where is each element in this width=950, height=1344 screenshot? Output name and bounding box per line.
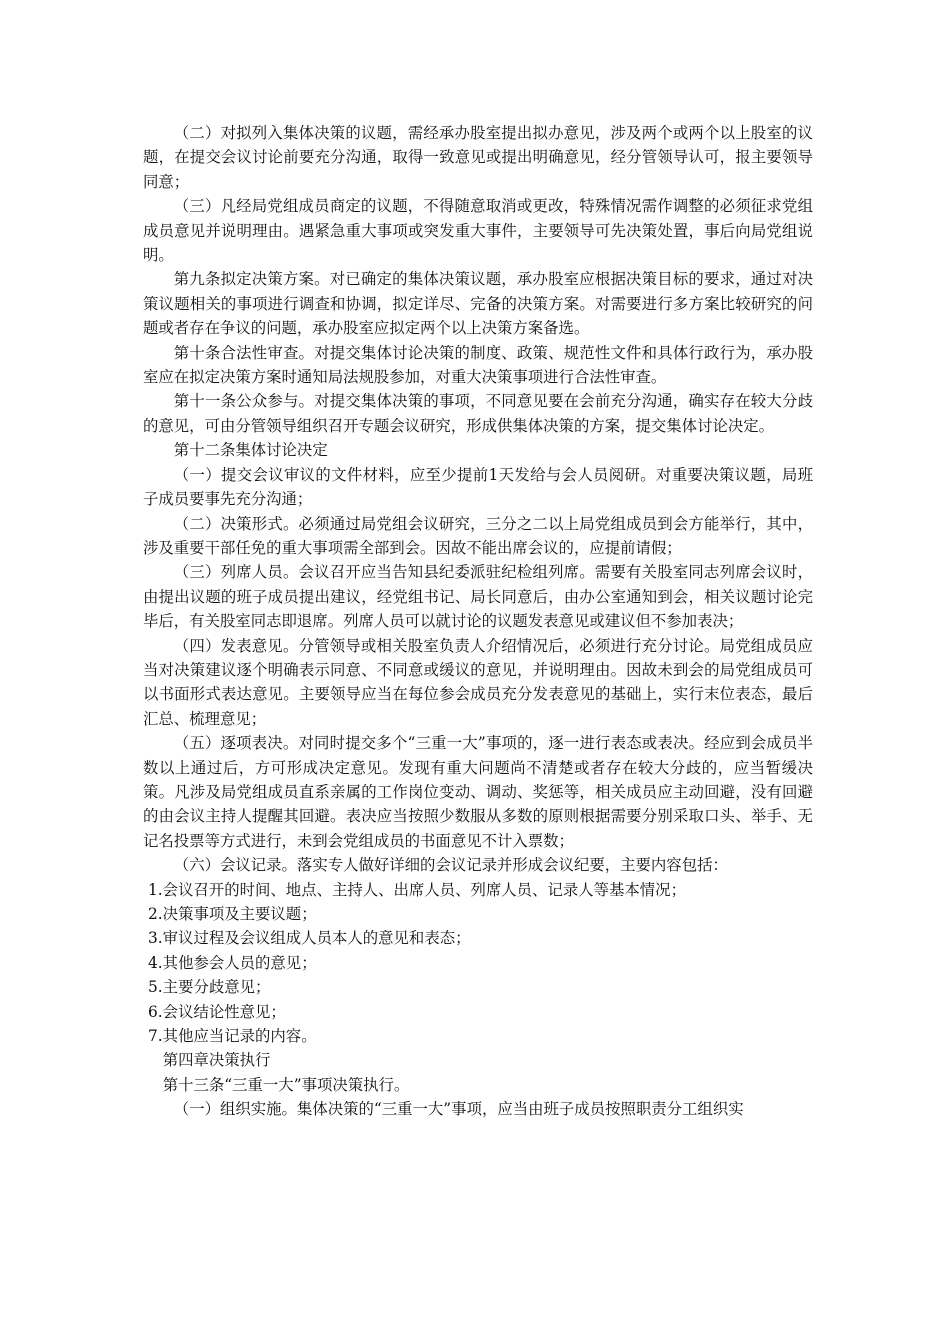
document-page	[143, 121, 813, 1122]
paragraph-article-9: 第九条拟定决策方案。对已确定的集体决策议题，承办股室应根据决策目标的要求，通过对决策议题相关的事项进行调查和协调，拟定详尽、完备的决策方案。对需要进行多方案比较研究的问题或者存在争议的问题，承办股室应拟定两个以上决策方案备选。	[143, 270, 813, 338]
paragraph-12-item-4: （四）发表意见。分管领导或相关股室负责人介绍情况后，必须进行充分讨论。局党组成员应当对决策建议逐个明确表示同意、不同意或缓议的意见，并说明理由。因故未到会的局党组成员可以书面形式表达意见。主要领导应当在每位参会成员充分发表意见的基础上，实行末位表态，最后汇总、梳理意见；	[143, 636, 813, 728]
paragraph-12-item-1: （一）提交会议审议的文件材料，应至少提前1天发给与会人员阅研。对重要决策议题，局班子成员要事先充分沟通；	[143, 465, 813, 509]
list-item: 3.审议过程及会议组成人员本人的意见和表态；	[148, 929, 471, 948]
paragraph-12-item-2: （二）决策形式。必须通过局党组会议研究，三分之二以上局党组成员到会方能举行，其中，涉及重要干部任免的重大事项需全部到会。因故不能出席会议的，应提前请假；	[143, 514, 813, 557]
paragraph-13-item-1: （一）组织实施。集体决策的“三重一大”事项，应当由班子成员按照职责分工组织实	[173, 1100, 744, 1119]
list-item: 6.会议结论性意见；	[148, 1002, 286, 1021]
list-item: 2.决策事项及主要议题；	[148, 905, 317, 923]
list-item: 4.其他参会人员的意见；	[148, 953, 317, 972]
list-item: 5.主要分歧意见；	[148, 978, 271, 997]
article-12-heading: 第十二条集体讨论决定	[173, 441, 328, 460]
list-item: 1.会议召开的时间、地点、主持人、出席人员、列席人员、记录人等基本情况；	[148, 880, 686, 899]
paragraph-article-11: 第十一条公众参与。对提交集体决策的事项，不同意见要在会前充分沟通，确实存在较大分歧的意见，可由分管领导组织召开专题会议研究，形成供集体决策的方案，提交集体讨论决定。	[143, 392, 813, 435]
paragraph-12-item-5: （五）逐项表决。对同时提交多个“三重一大”事项的，逐一进行表态或表决。经应到会成员半数以上通过后，方可形成决定意见。发现有重大问题尚不清楚或者存在较大分歧的，应当暂缓决策。凡涉及局党组成员直系亲属的工作岗位变动、调动、奖惩等，相关成员应主动回避，没有回避的由会议主持人提醒其回避。表决应当按照少数服从多数的原则根据需要分别采取口头、举手、无记名投票等方式进行，未到会党组成员的书面意见不计入票数；	[143, 734, 813, 850]
paragraph-12-item-3: （三）列席人员。会议召开应当告知县纪委派驻纪检组列席。需要有关股室同志列席会议时，由提出议题的班子成员提出建议，经党组书记、局长同意后，由办公室通知到会，相关议题讨论完毕后，有关股室同志即退席。列席人员可以就讨论的议题发表意见或建议但不参加表决；	[143, 563, 813, 631]
paragraph-article-10: 第十条合法性审查。对提交集体讨论决策的制度、政策、规范性文件和具体行政行为，承办股室应在拟定决策方案时通知局法规股参加，对重大决策事项进行合法性审查。	[143, 343, 813, 387]
paragraph-item-3-agenda: （三）凡经局党组成员商定的议题，不得随意取消或更改，特殊情况需作调整的必须征求党组成员意见并说明理由。遇紧急重大事项或突发重大事件，主要领导可先决策处置，事后向局党组说明。	[143, 197, 813, 265]
article-13-heading: 第十三条“三重一大”事项决策执行。	[162, 1075, 410, 1094]
paragraph-item-2-proposal: （二）对拟列入集体决策的议题，需经承办股室提出拟办意见，涉及两个或两个以上股室的议题，在提交会议讨论前要充分沟通，取得一致意见或提出明确意见，经分管领导认可，报主要领导同意；	[143, 124, 813, 191]
list-item: 7.其他应当记录的内容。	[148, 1027, 317, 1046]
chapter-4-heading: 第四章决策执行	[162, 1051, 271, 1070]
paragraph-12-item-6: （六）会议记录。落实专人做好详细的会议记录并形成会议纪要，主要内容包括：	[173, 856, 728, 875]
